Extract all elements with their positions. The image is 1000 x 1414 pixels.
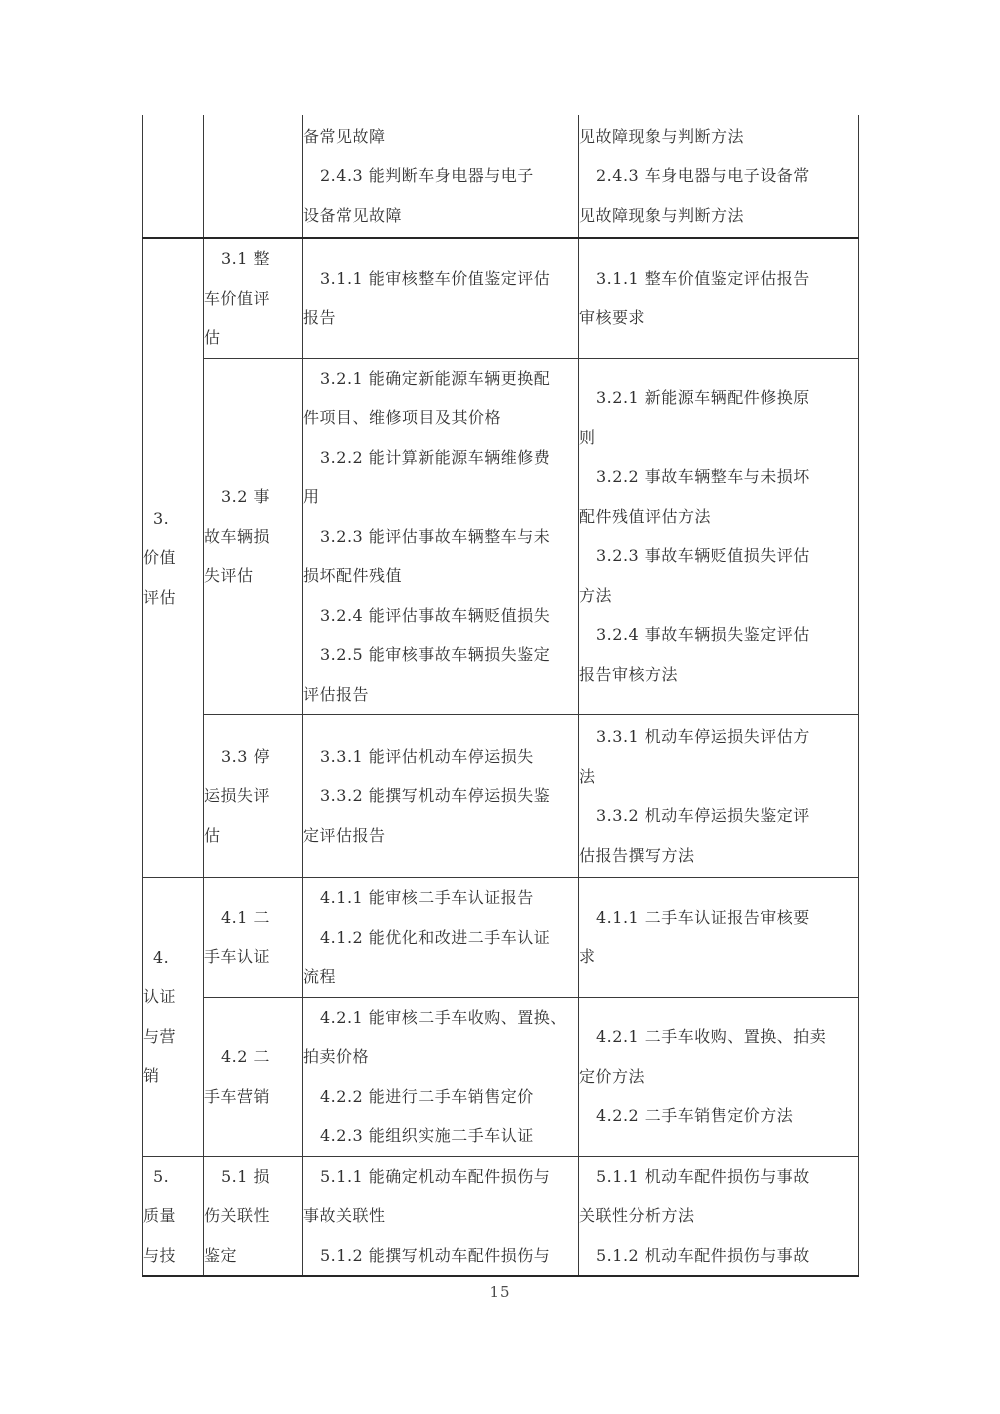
text-line: 估 xyxy=(204,825,221,845)
text-line: 5.1.1 机动车配件损伤与事故 xyxy=(596,1166,810,1186)
text-line: 手车营销 xyxy=(204,1086,271,1106)
text-line: 4.2.1 能审核二手车收购、置换、 xyxy=(320,1007,567,1027)
skill-requirements-cell xyxy=(303,238,579,358)
text-line: 3.1.1 整车价值鉴定评估报告 xyxy=(596,268,810,288)
category-cell xyxy=(143,115,204,238)
text-line: 3.2.4 事故车辆损失鉴定评估 xyxy=(596,625,810,645)
text-line: 4.2.2 能进行二手车销售定价 xyxy=(320,1086,534,1106)
text-line: 件项目、维修项目及其价格 xyxy=(303,408,502,427)
text-line: 与技 xyxy=(143,1245,177,1265)
text-line: 认证 xyxy=(143,987,177,1007)
text-line: 见故障现象与判断方法 xyxy=(579,205,745,225)
text-line: 4.1 二 xyxy=(221,907,271,927)
text-line: 报告 xyxy=(303,308,337,328)
text-line: 故车辆损 xyxy=(204,526,271,546)
text-line: 运损失评 xyxy=(204,786,271,806)
text-line: 价值 xyxy=(143,548,177,568)
text-line: 3.3.2 能撰写机动车停运损失鉴 xyxy=(320,786,551,806)
text-line: 3.2.2 事故车辆整车与未损坏 xyxy=(596,467,810,487)
text-line: 5. xyxy=(153,1166,170,1186)
category-cell xyxy=(143,1156,204,1276)
text-line: 3.2.1 能确定新能源车辆更换配 xyxy=(320,368,551,388)
text-line: 5.1.2 能撰写机动车配件损伤与 xyxy=(320,1245,551,1265)
text-line: 质量 xyxy=(143,1206,177,1225)
duty-cell xyxy=(204,997,303,1156)
text-line: 方法 xyxy=(579,585,613,605)
text-line: 配件残值评估方法 xyxy=(579,506,712,526)
skill-requirements-cell xyxy=(303,715,579,878)
text-line: 手车认证 xyxy=(204,947,271,967)
text-line: 损坏配件残值 xyxy=(303,566,403,585)
text-line: 2.4.3 车身电器与电子设备常 xyxy=(596,166,810,186)
text-line: 2.4.3 能判断车身电器与电子 xyxy=(320,166,534,186)
duty-cell xyxy=(204,878,303,998)
skill-requirements-cell xyxy=(303,358,579,715)
text-line: 伤关联性 xyxy=(204,1206,271,1225)
text-line: 见故障现象与判断方法 xyxy=(579,126,745,146)
text-line: 3.2.1 新能源车辆配件修换原 xyxy=(596,388,810,408)
text-line: 4.2.3 能组织实施二手车认证 xyxy=(320,1126,534,1145)
page-number: 15 xyxy=(489,1283,511,1301)
text-line: 5.1.1 能确定机动车配件损伤与 xyxy=(320,1166,551,1186)
text-line: 5.1 损 xyxy=(221,1166,271,1186)
text-line: 3. xyxy=(153,508,170,528)
text-line: 估 xyxy=(204,328,221,347)
text-line: 与营 xyxy=(143,1026,177,1046)
related-knowledge-cell xyxy=(579,238,859,358)
text-line: 3.2.3 事故车辆贬值损失评估 xyxy=(596,546,810,566)
related-knowledge-cell xyxy=(579,115,859,238)
skill-requirements-cell xyxy=(303,115,579,238)
text-line: 4. xyxy=(153,947,170,967)
text-line: 3.2.5 能审核事故车辆损失鉴定 xyxy=(320,645,551,664)
text-line: 定价方法 xyxy=(579,1066,646,1086)
text-line: 3.2.2 能计算新能源车辆维修费 xyxy=(320,447,551,467)
related-knowledge-cell xyxy=(579,358,859,715)
text-line: 失评估 xyxy=(204,566,254,585)
text-line: 用 xyxy=(303,487,320,506)
text-line: 4.2.2 二手车销售定价方法 xyxy=(596,1106,794,1126)
skill-requirements-cell xyxy=(303,997,579,1156)
text-line: 4.2.1 二手车收购、置换、拍卖 xyxy=(596,1027,827,1047)
text-line: 4.1.1 二手车认证报告审核要 xyxy=(596,907,810,927)
text-line: 4.2 二 xyxy=(221,1047,271,1066)
table-body xyxy=(143,115,859,1276)
text-line: 事故关联性 xyxy=(303,1206,386,1225)
duty-cell xyxy=(204,1156,303,1276)
related-knowledge-cell xyxy=(579,878,859,998)
text-line: 销 xyxy=(143,1066,160,1086)
duty-cell xyxy=(204,238,303,358)
related-knowledge-cell xyxy=(579,715,859,878)
duty-cell xyxy=(204,358,303,715)
text-line: 3.1.1 能审核整车价值鉴定评估 xyxy=(320,268,551,288)
related-knowledge-cell xyxy=(579,1156,859,1276)
text-line: 车价值评 xyxy=(204,288,271,308)
text-line: 法 xyxy=(579,766,596,786)
text-line: 估报告撰写方法 xyxy=(579,845,695,865)
text-line: 3.3.2 机动车停运损失鉴定评 xyxy=(596,806,810,825)
text-line: 3.1 整 xyxy=(221,249,271,268)
text-line: 定评估报告 xyxy=(303,825,386,845)
text-line: 3.2 事 xyxy=(221,487,271,506)
text-line: 4.1.2 能优化和改进二手车认证 xyxy=(320,927,551,947)
text-line: 评估 xyxy=(143,587,177,607)
text-line: 3.2.3 能评估事故车辆整车与未 xyxy=(320,526,551,546)
text-line: 审核要求 xyxy=(579,308,646,328)
text-line: 关联性分析方法 xyxy=(579,1206,695,1225)
text-line: 拍卖价格 xyxy=(303,1047,370,1066)
occupational-standard-table xyxy=(142,115,859,1277)
text-line: 报告审核方法 xyxy=(579,664,679,684)
text-line: 3.3 停 xyxy=(221,746,271,766)
text-line: 设备常见故障 xyxy=(303,205,403,225)
category-cell xyxy=(143,878,204,1157)
duty-cell xyxy=(204,115,303,238)
text-line: 3.2.4 能评估事故车辆贬值损失 xyxy=(320,605,551,625)
text-line: 4.1.1 能审核二手车认证报告 xyxy=(320,888,534,907)
skill-requirements-cell xyxy=(303,878,579,998)
text-line: 求 xyxy=(579,947,596,967)
text-line: 鉴定 xyxy=(204,1245,238,1265)
skill-requirements-cell xyxy=(303,1156,579,1276)
text-line: 3.3.1 能评估机动车停运损失 xyxy=(320,746,534,766)
text-line: 5.1.2 机动车配件损伤与事故 xyxy=(596,1245,810,1265)
text-line: 评估报告 xyxy=(303,684,370,704)
text-line: 流程 xyxy=(303,967,337,986)
text-line: 3.3.1 机动车停运损失评估方 xyxy=(596,727,810,746)
text-line: 备常见故障 xyxy=(303,126,386,146)
text-line: 则 xyxy=(579,427,596,447)
category-cell xyxy=(143,238,204,878)
related-knowledge-cell xyxy=(579,997,859,1156)
duty-cell xyxy=(204,715,303,878)
